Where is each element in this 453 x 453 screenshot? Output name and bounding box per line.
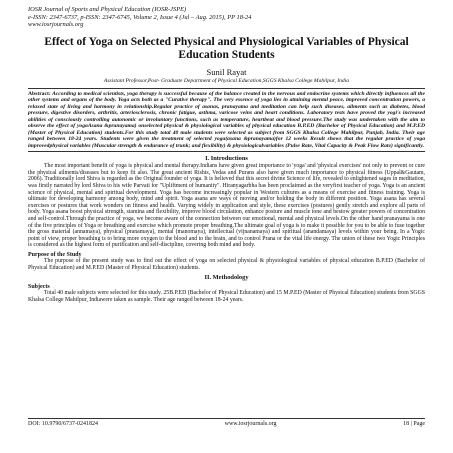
introduction-paragraph: The most important benefit of yoga is physical and mental therapy.Indians have given great importance to 'yoga' and 'physical exercises' not only to prevent or cure the physical ailments/diseases but to keep fit also. The great ancient Rishis, Vedas and Purans also have given much importance to physical fitness (Uppal&Gautam, 2006). Traditionally lord Shiva is regarded as the Original founder of yoga. It is believed that this secret divine Science of life, revealed to enlightened sages in meditation, was firstly narrated by lord Shiva to his wife Parvati for "Upliftment of humanity". Hiranyagarbha has been proclaimed as the veryfirst teacher of yoga. Yoga is an ancient science of physical, mental and spiritual development. Yoga has become increasingly popular in Western cultures as a means of exercise and fitness training. Yoga is ultimate for developing harmony among body, mind and spirit. Yoga asana are ways of moving and/or holding the body in different position. Yoga asana has several exercises or postures that work wonders on fitness and health. Varying widely in application and style, these exercises (postures) gently stretch and explore all parts of body. Yoga asana boost physical strength, stamina and flexibility, improve blood circulation, enhance posture and muscle tone and bestow greater powers of concentration and self-control.Through the practice of yoga, we become aware of the connection between our emotional, mental and physical levels.On the other hand pranayama is one of the five principles of Yoga or breathing and exercise which promote proper breathing.The ultimate goal of yoga is to make it possible for you to be able to fuse together the gross material (annamaya), physical (pranamaya), mental (manomaya), intellectual (vijnanamaya) and spiritual (anandamaya) levels within your being. In a Yogic point of view, proper breathing is to bring more oxygen to the blood and to the brain, and to control Prana or the vital life energy. The union of these two Yogic Principles is considered as the highest form of purification and self-discipline, covering both mind and body. (28, 163, 425, 249)
purpose-paragraph: The purpose of the present study was to find out the effect of yoga on selected physical & physiological variables of physical education B.P.ED (Bachelor of Physical Education) and M.P.ED (Master of Physical Education) students. (28, 258, 425, 271)
subjects-heading: Subjects (28, 284, 50, 291)
purpose-heading: Purpose of the Study (28, 252, 82, 258)
journal-website[interactable]: www.iosrjournals.org (28, 21, 84, 29)
author-affiliation: Assistant Professor,Post- Graduate Department of Physical Education,SGGS Khalsa College Mahilpur, India (103, 77, 350, 84)
paper-title: Effect of Yoga on Selected Physical and Physiological Variables of Physical Education Students (44, 35, 409, 61)
abstract-text: According to medical scientists, yoga therapy is successful because of the balance created in the nervous and endocrine systems which directly influences all the other systems and organs of the body. Yoga acts both as a "Curative therapy". The very essence of yoga lies in attaining mental peace, improved concentration powers, a relaxed state of living and harmony in relationship.Regular practice of asanas, pranayama and meditation can help such diseases, ailments such as diabetes, blood pressure, digestive disorders, arthritis, arteriosclerosis, chronic fatigue, asthma, varicose veins and heart conditions. Laboratory tests have proved the yogi's increased abilities of consciously controlling autonomic or involuntary functions, such as temperature, heartbeat and blood pressure.The study was undertaken with the aim to observe the effect of yogaAsana &pranayama) onselected physical & physiological variables of physical education B.P.ED (Bachelor of Physical Education) and M.P.ED (Master of Physical Education) students.For this study total 40 male students were selected as subject from SGGS Khalsa College Mahilpur, Punjab, India. Their age ranged between 18-24 years. Students were given the treatment of selected yoga(asana &pranayama)for 12 weeks Result shows that the regular practice of yoga improvedphysical variables (Muscular strength & endurance of trunk; and flexibility) & physiologicalvariables (Pulse Rate, Vital Capacity & Peak Flow Rate) significantly. (28, 90, 425, 149)
journal-issn: e-ISSN: 2347-6737, p-ISSN: 2347-6745, Volume 2, Issue 4 (Jul – Aug. 2015), PP 18-24 (28, 13, 252, 21)
journal-name: IOSR Journal of Sports and Physical Education (IOSR-JSPE) (28, 6, 187, 13)
page-footer (28, 418, 425, 427)
footer-page-number: 18 | Page (403, 421, 425, 427)
footer-doi: DOI: 10.9790/6737-0241824 (28, 421, 98, 427)
subjects-paragraph: Total 40 male subjects were selected for this study. 25B.P.ED (Bachelor of Physical Education) and 15 M.P.ED (Master of Physical Education) students from SGGS Khalsa College Mahilpur, Indiawere taken as sample. Their age ranged between 18-24 years. (28, 290, 425, 303)
abstract-label: Abstract: (28, 90, 51, 97)
section-heading-methodology: II. Methodology (204, 274, 249, 282)
author-name: Sunil Rayat (206, 66, 247, 77)
abstract (28, 88, 425, 153)
footer-website-link[interactable]: www.iosrjournals.org (224, 421, 277, 427)
section-heading-introduction: I. Introductions (205, 155, 248, 163)
